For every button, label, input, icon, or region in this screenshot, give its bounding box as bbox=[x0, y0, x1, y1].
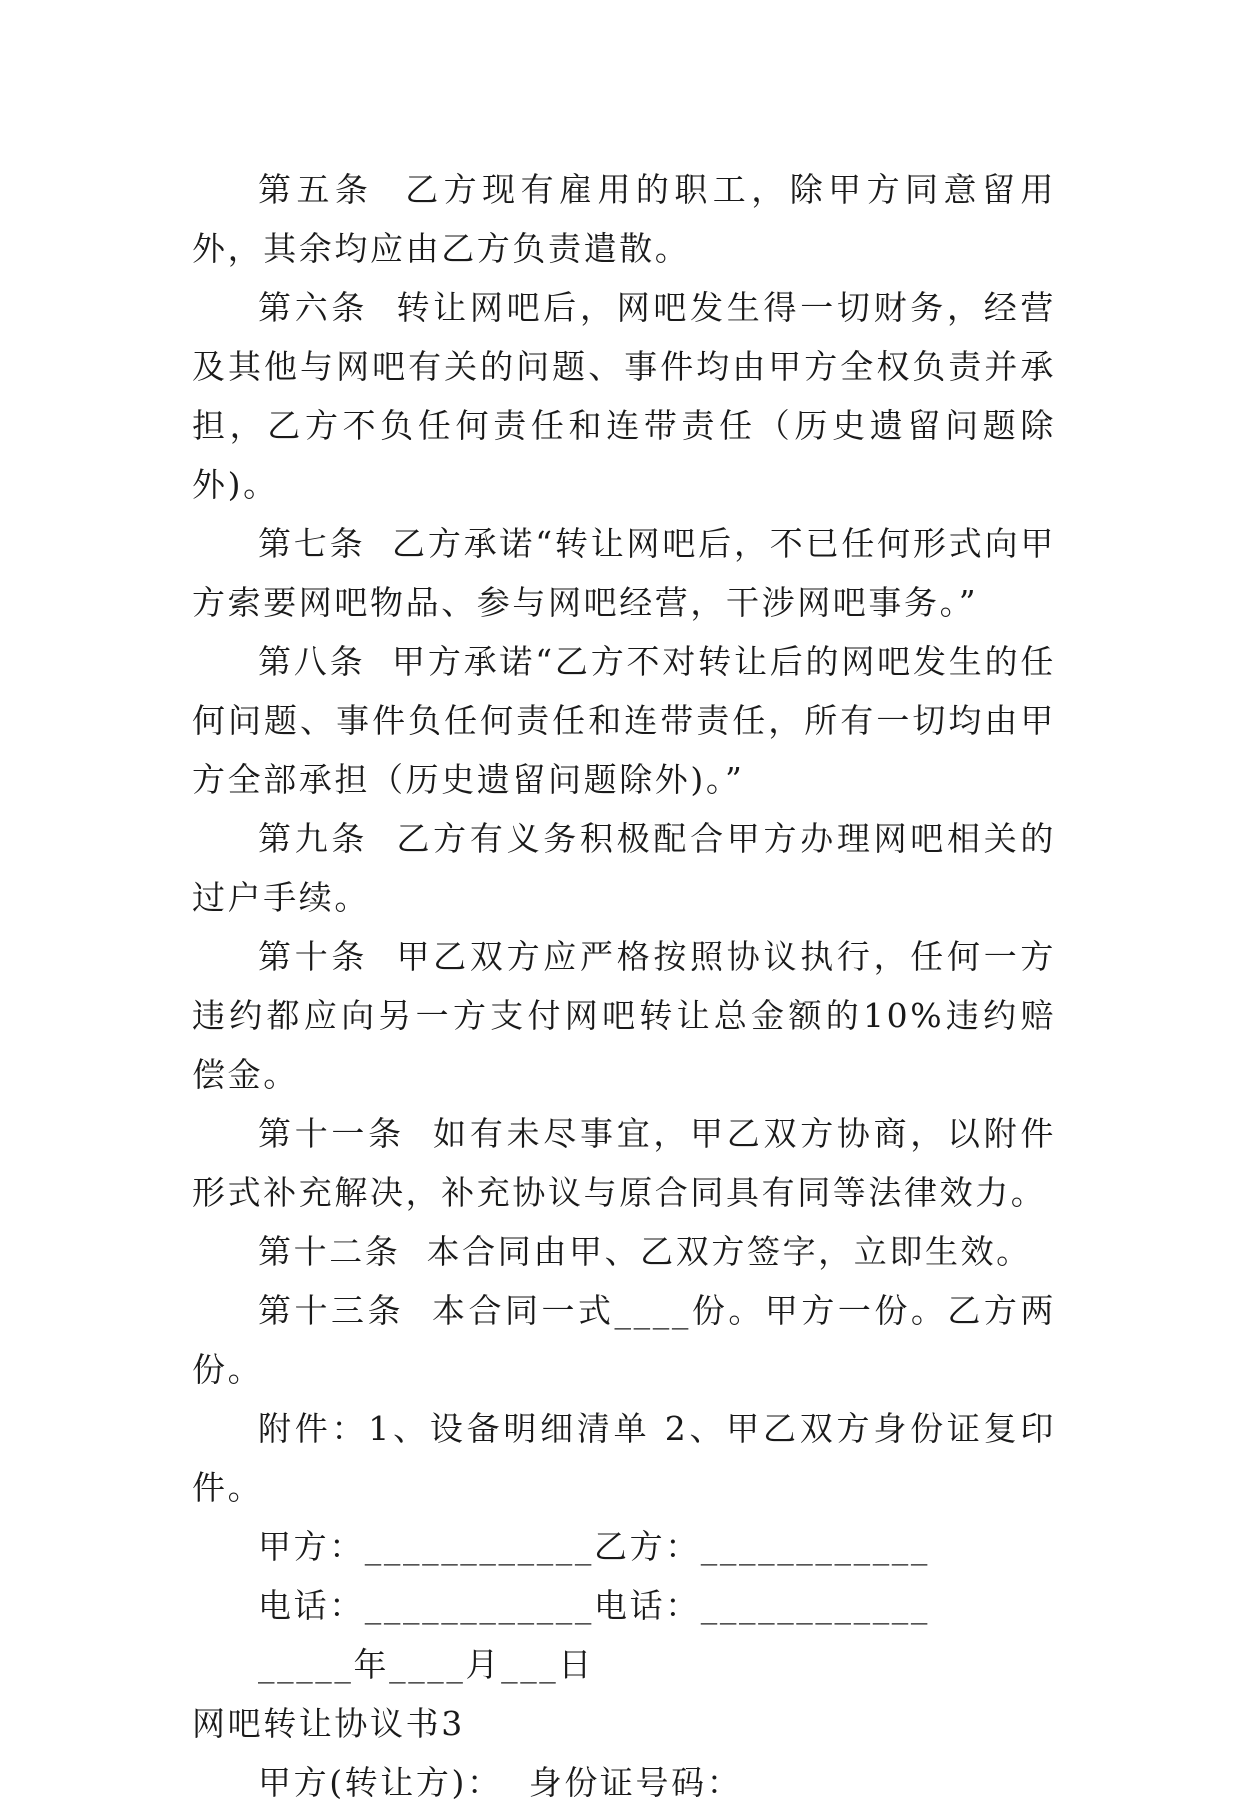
section-title: 网吧转让协议书3 bbox=[192, 1704, 465, 1743]
signature-date-line: _____年____月___日 bbox=[258, 1645, 594, 1684]
clause-7: 第七条 乙方承诺“转让网吧后，不已任何形式向甲方索要网吧物品、参与网吧经营，干涉网吧事务。” bbox=[192, 524, 1056, 622]
clause-8: 第八条 甲方承诺“乙方不对转让后的网吧发生的任何问题、事件负任何责任和连带责任，所有一切均由甲方全部承担（历史遗留问题除外)。” bbox=[192, 642, 1056, 799]
party-a-line: 甲方(转让方)： 身份证号码： bbox=[258, 1763, 743, 1802]
clause-13: 第十三条 本合同一式____份。甲方一份。乙方两份。 bbox=[192, 1291, 1056, 1389]
clause-9: 第九条 乙方有义务积极配合甲方办理网吧相关的过户手续。 bbox=[192, 819, 1056, 917]
clause-12: 第十二条 本合同由甲、乙双方签字，立即生效。 bbox=[258, 1232, 1032, 1271]
clause-5: 第五条 乙方现有雇用的职工，除甲方同意留用外，其余均应由乙方负责遣散。 bbox=[192, 170, 1056, 268]
signature-phone-line: 电话：____________电话：____________ bbox=[258, 1586, 930, 1625]
document-body bbox=[192, 160, 1056, 1812]
attachments-line: 附件：1、设备明细清单 2、甲乙双方身份证复印件。 bbox=[192, 1409, 1056, 1507]
clause-11: 第十一条 如有未尽事宜，甲乙双方协商，以附件形式补充解决，补充协议与原合同具有同等法律效力。 bbox=[192, 1114, 1056, 1212]
clause-10: 第十条 甲乙双方应严格按照协议执行，任何一方违约都应向另一方支付网吧转让总金额的10%违约赔偿金。 bbox=[192, 937, 1056, 1094]
signature-party-line: 甲方：____________乙方：____________ bbox=[258, 1527, 930, 1566]
clause-6: 第六条 转让网吧后，网吧发生得一切财务，经营及其他与网吧有关的问题、事件均由甲方全权负责并承担，乙方不负任何责任和连带责任（历史遗留问题除外)。 bbox=[192, 288, 1056, 504]
